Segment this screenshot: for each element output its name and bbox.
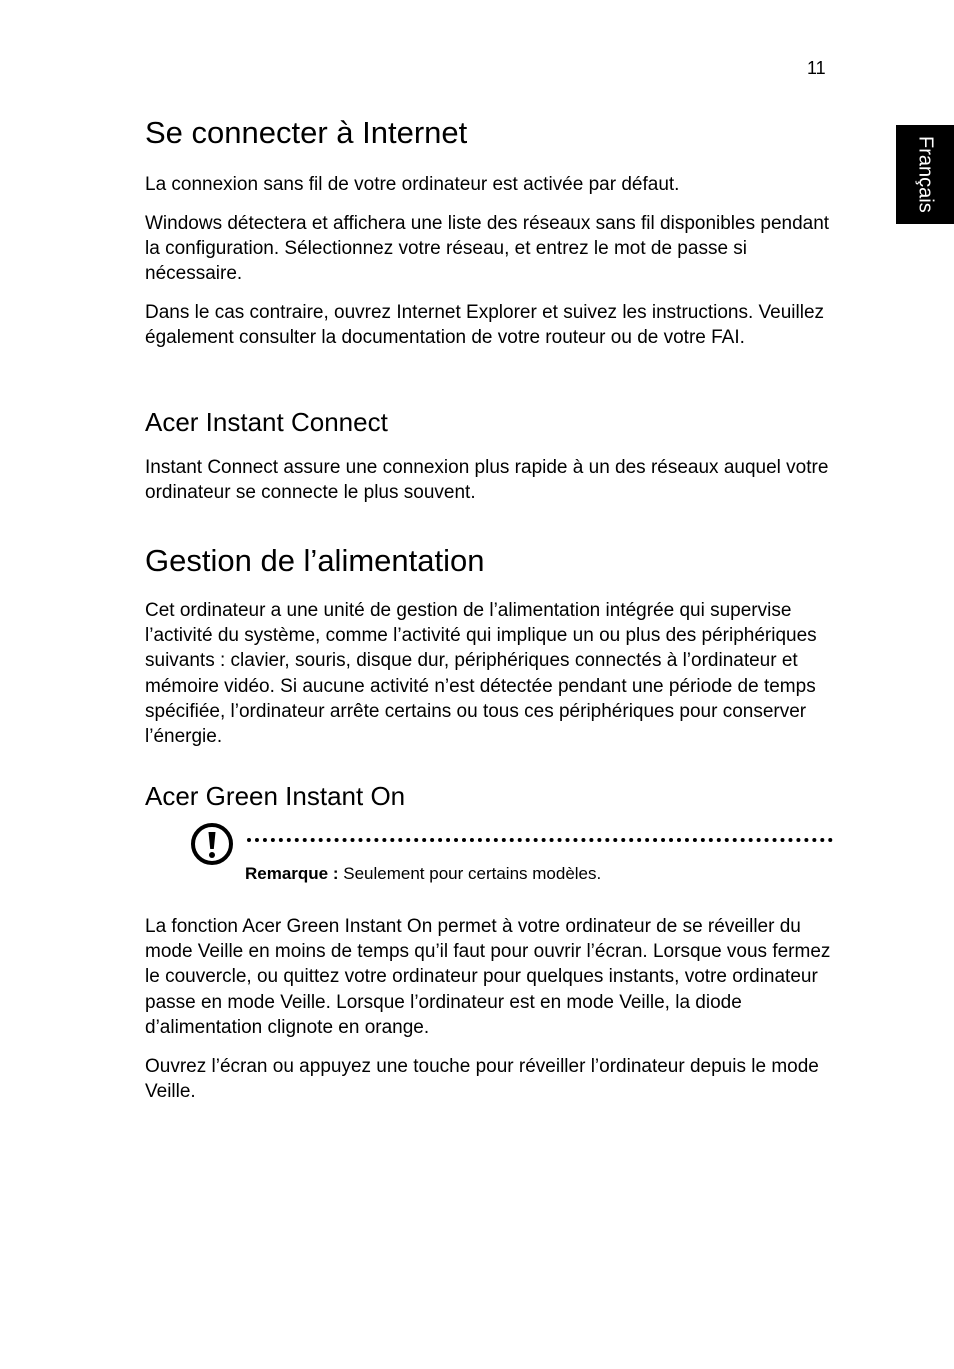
power-paragraph: Cet ordinateur a une unité de gestion de l’alimentation intégrée qui supervise l’activité du système, comme l’activité qui implique un ou plus des périphériques suivants : clavier, souris, disque dur, périphériques connectés à l’ordinateur et mémoire vidéo. Si aucune activité n’est détectée pendant une période de temps spécifiée, l’ordinateur arrête certains ou tous ces périphériques pour conserver l’énergie. [145, 600, 817, 748]
section-title-green-instant-on: Acer Green Instant On [145, 781, 406, 811]
internet-paragraph-3: Dans le cas contraire, ouvrez Internet Explorer et suivez les instructions. Veuillez également consulter la documentation de votre routeur ou de votre FAI. [145, 302, 825, 349]
language-tab [896, 125, 954, 224]
section-title-internet: Se connecter à Internet [145, 115, 468, 150]
note-separator [247, 838, 833, 842]
green-instant-on-paragraph-1: La fonction Acer Green Instant On permet à votre ordinateur de se réveiller du mode Veille en moins de temps qu’il faut pour ouvrir l’écran. Lorsque vous fermez le couvercle, ou quittez votre ordinateur pour quelques instants, votre ordinateur passe en mode Veille. Lorsque l’ordinateur est en mode Veille, la diode d’alimentation clignote en orange. [145, 916, 831, 1038]
note-label: Remarque : [245, 864, 339, 883]
note-text [245, 863, 601, 885]
internet-paragraph-2: Windows détectera et affichera une liste des réseaux sans fil disponibles pendant la configuration. Sélectionnez votre réseau, et entrez le mot de passe si nécessaire. [145, 213, 830, 285]
green-instant-on-paragraph-2: Ouvrez l’écran ou appuyez une touche pour réveiller l’ordinateur depuis le mode Veille. [145, 1056, 819, 1103]
section-title-instant-connect: Acer Instant Connect [145, 407, 388, 437]
language-tab-label: Français [914, 136, 937, 213]
section-title-power: Gestion de l’alimentation [145, 543, 485, 578]
note-body: Seulement pour certains modèles. [338, 864, 602, 883]
page-number: 11 [807, 58, 826, 78]
internet-paragraph-1: La connexion sans fil de votre ordinateur est activée par défaut. [145, 174, 680, 195]
exclamation-circle-icon [190, 822, 234, 866]
note-box [190, 822, 835, 892]
instant-connect-paragraph: Instant Connect assure une connexion plus rapide à un des réseaux auquel votre ordinateur se connecte le plus souvent. [145, 457, 829, 504]
